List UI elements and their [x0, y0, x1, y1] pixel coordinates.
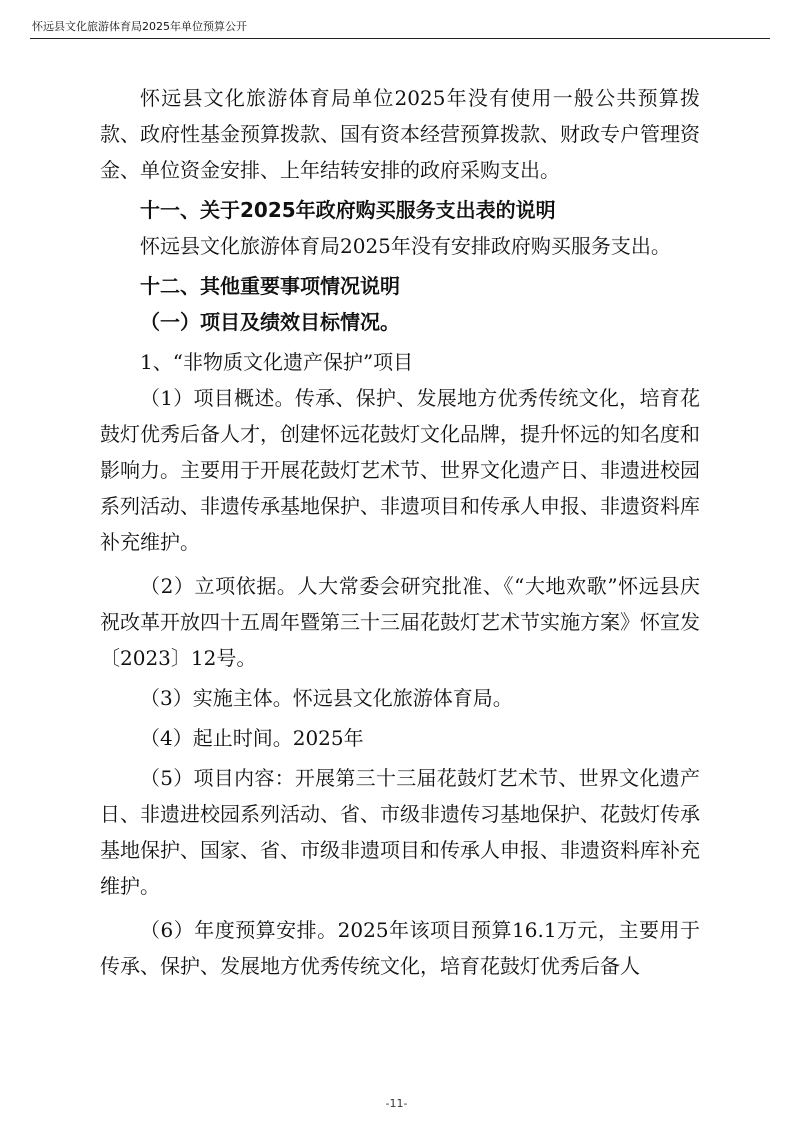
project-period: （4）起止时间。2025年	[140, 726, 364, 750]
project-budget: （6）年度预算安排。2025年该项目预算16.1万元，主要用于传承、保护、发展地方优秀传统文化，培育花鼓灯优秀后备人	[100, 918, 700, 978]
page-header	[30, 14, 770, 39]
project-subject: （3）实施主体。怀远县文化旅游体育局。	[140, 686, 513, 710]
project-content: （5）项目内容：开展第三十三届花鼓灯艺术节、世界文化遗产日、非遗进校园系列活动、省、市级非遗传习基地保护、花鼓灯传承基地保护、国家、省、市级非遗项目和传承人申报、非遗资料库补充维护。	[100, 766, 700, 898]
document-body	[100, 80, 700, 984]
paragraph-procurement: 怀远县文化旅游体育局单位2025年没有使用一般公共预算拨款、政府性基金预算拨款、国有资本经营预算拨款、财政专户管理资金、单位资金安排、上年结转安排的政府采购支出。	[100, 86, 700, 182]
page-number: -11-	[385, 1097, 408, 1110]
project-basis: （2）立项依据。人大常委会研究批准、《“大地欢歌”怀远县庆祝改革开放四十五周年暨第三十三届花鼓灯艺术节实施方案》怀宣发〔2023〕12号。	[100, 574, 700, 670]
section-heading-12: 十二、其他重要事项情况说明	[140, 274, 400, 298]
project-title: 1、“非物质文化遗产保护”项目	[140, 350, 414, 374]
section-heading-11: 十一、关于2025年政府购买服务支出表的说明	[140, 198, 556, 222]
subsection-heading-projects: （一）项目及绩效目标情况。	[140, 310, 400, 334]
header-title: 怀远县文化旅游体育局2025年单位预算公开	[32, 20, 247, 33]
project-overview: （1）项目概述。传承、保护、发展地方优秀传统文化，培育花鼓灯优秀后备人才，创建怀远花鼓灯文化品牌，提升怀远的知名度和影响力。主要用于开展花鼓灯艺术节、世界文化遗产日、非遗进校园系列活动、非遗传承基地保护、非遗项目和传承人申报、非遗资料库补充维护。	[100, 386, 700, 554]
paragraph-service-purchase: 怀远县文化旅游体育局2025年没有安排政府购买服务支出。	[140, 234, 671, 258]
